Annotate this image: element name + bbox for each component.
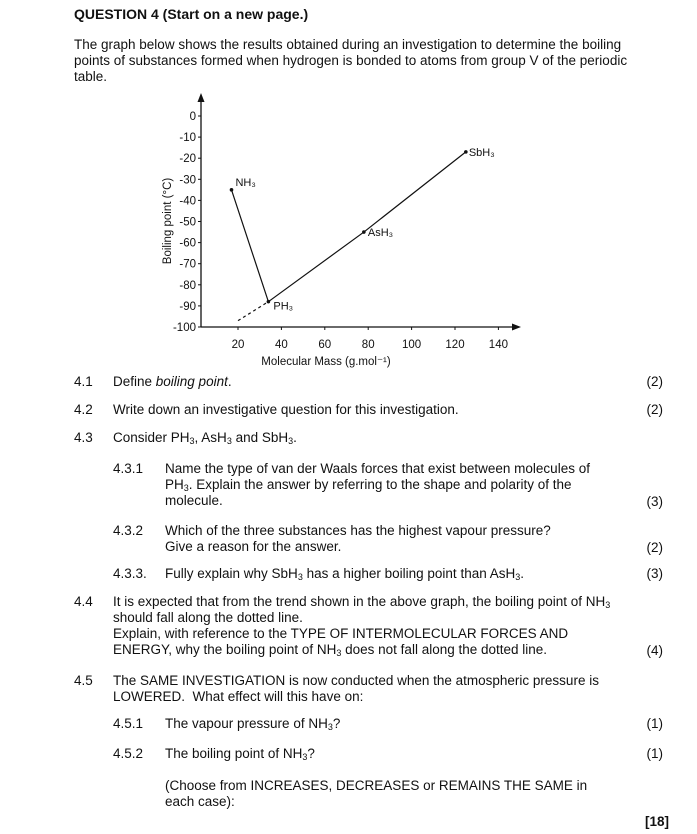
question-text: Consider $PH_3$, AsH$_3$ and SbH$_3$. xyxy=(113,430,297,446)
question-text: The boiling point of $NH_3$? xyxy=(165,746,315,762)
question-text: (Choose from INCREASES, DECREASES or REMAINS THE SAME in each case): xyxy=(165,778,588,809)
y-tick-label: -30 xyxy=(179,174,196,187)
boiling-point-chart xyxy=(0,0,697,370)
data-point xyxy=(230,188,234,192)
x-tick-label: 20 xyxy=(231,339,245,351)
data-point xyxy=(464,150,468,154)
question-number: 4.3.2 xyxy=(113,523,144,538)
x-tick-label: 60 xyxy=(318,339,332,351)
y-tick-label: -60 xyxy=(179,237,196,250)
data-point xyxy=(362,230,366,234)
y-tick-label: -90 xyxy=(179,300,196,313)
y-axis-arrow xyxy=(198,93,205,102)
question-number: 4.3 xyxy=(74,430,93,445)
x-tick-label: 40 xyxy=(275,339,288,351)
data-point-label: AsH₃ xyxy=(367,227,394,240)
question-text: The vapour pressure of $NH_3$? xyxy=(165,716,341,732)
question-marks: (2) xyxy=(646,402,663,417)
question-number: 4.1 xyxy=(74,374,93,389)
y-tick-label: -80 xyxy=(179,279,196,292)
question-marks: (4) xyxy=(646,643,663,658)
x-axis-label: Molecular Mass (g.mol⁻¹) xyxy=(261,356,391,368)
question-title: QUESTION 4 (Start on a new page.) xyxy=(74,6,309,22)
question-text: Name the type of van der Waals forces that exist between molecules of $PH_3$. Explain the answer by referring to the shape and polarity of the molecule. xyxy=(165,461,590,508)
question-number: 4.3.1 xyxy=(113,461,144,476)
expected-trend-dotted-line xyxy=(238,302,268,321)
y-axis-label: Boiling point (°C) xyxy=(162,177,174,265)
y-tick-label: -40 xyxy=(179,195,196,208)
data-point-label: NH₃ xyxy=(235,176,256,189)
x-tick-label: 100 xyxy=(402,339,422,351)
y-tick-label: -20 xyxy=(179,153,196,166)
question-number: 4.5.1 xyxy=(113,716,144,731)
question-text: The SAME INVESTIGATION is now conducted when the atmospheric pressure is LOWERED. What effect will this have on: xyxy=(113,673,599,704)
question-number: 4.5.2 xyxy=(113,746,144,761)
question-number: 4.2 xyxy=(74,402,93,417)
y-tick-label: -100 xyxy=(172,322,196,334)
y-tick-label: -50 xyxy=(179,216,196,229)
question-marks: (2) xyxy=(646,540,663,555)
question-intro: The graph below shows the results obtained during an investigation to determine the boiling points of substances formed when hydrogen is bonded to atoms from group V of the periodic table. xyxy=(74,37,628,84)
x-axis-arrow xyxy=(512,324,521,331)
x-tick-label: 80 xyxy=(361,339,375,351)
question-text: Fully explain why SbH$_3$ has a higher boiling point than AsH$_3$. xyxy=(165,566,525,582)
question-number: 4.5 xyxy=(74,673,93,688)
data-points xyxy=(230,147,495,313)
y-tick-label: -70 xyxy=(179,258,196,271)
question-text: It is expected that from the trend shown in the above graph, the boiling point of $NH_3$ should fall along the dotted line. Explain, with reference to the TYPE OF INTERMOLECULAR FORCES AND ENERGY, why the boiling point of $NH_3$ does not fall along the dotted line. xyxy=(113,594,611,658)
question-marks: (2) xyxy=(646,374,663,389)
question-number: 4.4 xyxy=(74,594,93,609)
question-text: Write down an investigative question for this investigation. xyxy=(113,402,459,417)
x-tick-label: 120 xyxy=(445,339,465,351)
question-number: 4.3.3. xyxy=(113,566,147,581)
y-tick-labels xyxy=(173,111,201,334)
data-lines xyxy=(231,152,465,321)
data-point-label: SbH₃ xyxy=(468,146,495,159)
x-tick-label: 140 xyxy=(488,339,508,351)
question-marks: (1) xyxy=(646,746,663,761)
question-text: Define boiling point. xyxy=(113,374,232,389)
x-tick-labels xyxy=(232,327,508,351)
question-marks: (3) xyxy=(646,494,663,509)
chart-axes xyxy=(198,93,522,331)
data-point-label: PH₃ xyxy=(273,300,294,313)
data-point xyxy=(267,300,271,304)
question-marks: (3) xyxy=(646,566,663,581)
question-text: Which of the three substances has the highest vapour pressure? Give a reason for the answer. xyxy=(165,523,551,554)
boiling-point-line xyxy=(231,152,465,302)
question-marks: (1) xyxy=(646,716,663,731)
y-tick-label: -10 xyxy=(179,132,196,145)
total-marks: [18] xyxy=(644,814,669,829)
y-tick-label: 0 xyxy=(189,111,196,123)
